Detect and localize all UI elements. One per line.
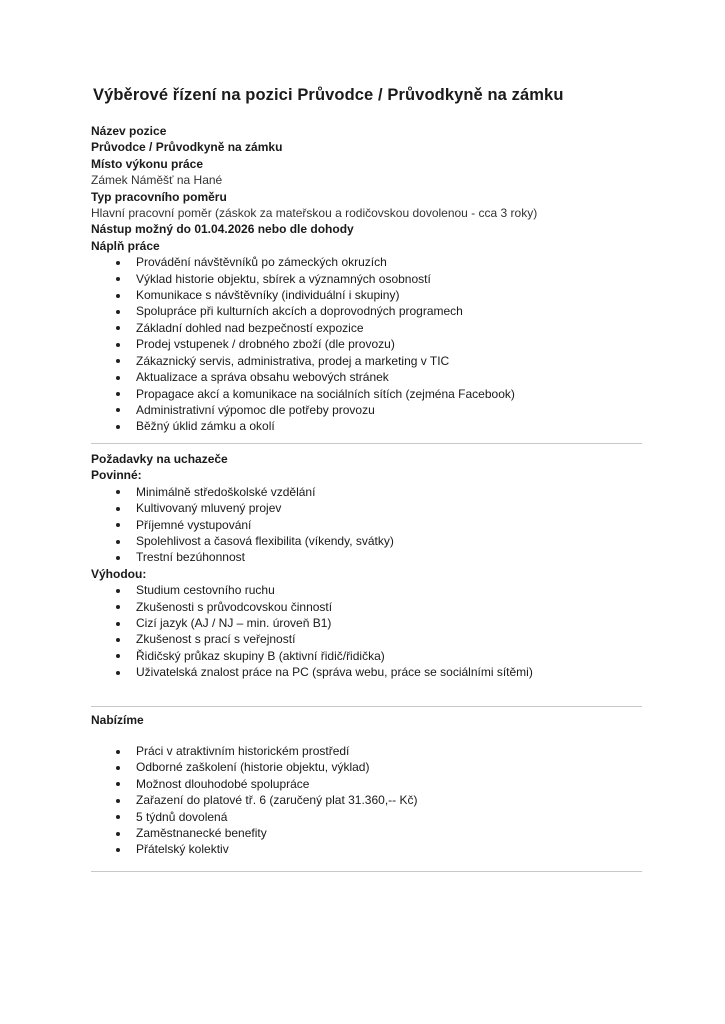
list-item: Spolupráce při kulturních akcích a doprovodných programech [91,303,651,319]
list-item: Výklad historie objektu, sbírek a významných osobností [91,271,651,287]
list-item: Přátelský kolektiv [91,841,651,857]
list-item: Základní dohled nad bezpečností expozice [91,320,651,336]
list-item: Provádění návštěvníků po zámeckých okruzích [91,254,651,270]
mandatory-list [91,484,651,566]
list-item: Práci v atraktivním historickém prostředí [91,743,651,759]
list-item: Minimálně středoškolské vzdělání [91,484,651,500]
list-item: Zákaznický servis, administrativa, prodej a marketing v TIC [91,353,651,369]
list-item: Zkušenosti s průvodcovskou činností [91,599,651,615]
list-item: Možnost dlouhodobé spolupráce [91,776,651,792]
requirements-section [91,451,651,681]
advantage-list [91,582,651,680]
offer-list-wrap [91,743,651,858]
list-item: Zkušenost s prací s veřejností [91,631,651,647]
mandatory-label: Povinné: [91,468,142,483]
position-name-value: Průvodce / Průvodkyně na zámku [91,140,283,155]
list-item: Zařazení do platové tř. 6 (zaručený plat 31.360,-- Kč) [91,792,651,808]
offer-section [91,712,651,728]
list-item: Cizí jazyk (AJ / NJ – min. úroveň B1) [91,615,651,631]
duties-list [91,254,651,434]
place-value: Zámek Náměšť na Hané [91,173,223,188]
duties-label: Náplň práce [91,238,160,253]
advantage-label: Výhodou: [91,566,147,581]
employment-type-value: Hlavní pracovní poměr (záskok za mateřskou a rodičovskou dovolenou - cca 3 roky) [91,206,538,221]
place-label: Místo výkonu práce [91,156,204,171]
requirements-heading: Požadavky na uchazeče [91,452,228,466]
list-item: Kultivovaný mluvený projev [91,500,651,516]
list-item: Administrativní výpomoc dle potřeby provozu [91,402,651,418]
list-item: Prodej vstupenek / drobného zboží (dle provozu) [91,336,651,352]
list-item: Spolehlivost a časová flexibilita (víkendy, svátky) [91,533,651,549]
list-item: Komunikace s návštěvníky (individuální i skupiny) [91,287,651,303]
position-section [91,123,651,435]
list-item: Uživatelská znalost práce na PC (správa webu, práce se sociálními sítěmi) [91,664,651,680]
list-item: 5 týdnů dovolená [91,809,651,825]
document-title: Výběrové řízení na pozici Průvodce / Průvodkyně na zámku [93,86,564,104]
list-item: Řidičský průkaz skupiny B (aktivní řidič/řidička) [91,648,651,664]
section-divider [91,443,642,444]
list-item: Trestní bezúhonnost [91,549,651,565]
list-item: Běžný úklid zámku a okolí [91,418,651,434]
list-item: Aktualizace a správa obsahu webových stránek [91,369,651,385]
offer-heading: Nabízíme [91,713,144,727]
start-date: Nástup možný do 01.04.2026 nebo dle dohody [91,222,354,237]
section-divider [91,871,642,872]
list-item: Příjemné vystupování [91,517,651,533]
list-item: Zaměstnanecké benefity [91,825,651,841]
list-item: Studium cestovního ruchu [91,582,651,598]
list-item: Propagace akcí a komunikace na sociálních sítích (zejména Facebook) [91,386,651,402]
employment-type-label: Typ pracovního poměru [91,189,227,204]
section-divider [91,706,642,707]
list-item: Odborné zaškolení (historie objektu, výklad) [91,759,651,775]
offer-list [91,743,651,858]
position-name-label: Název pozice [91,124,167,138]
